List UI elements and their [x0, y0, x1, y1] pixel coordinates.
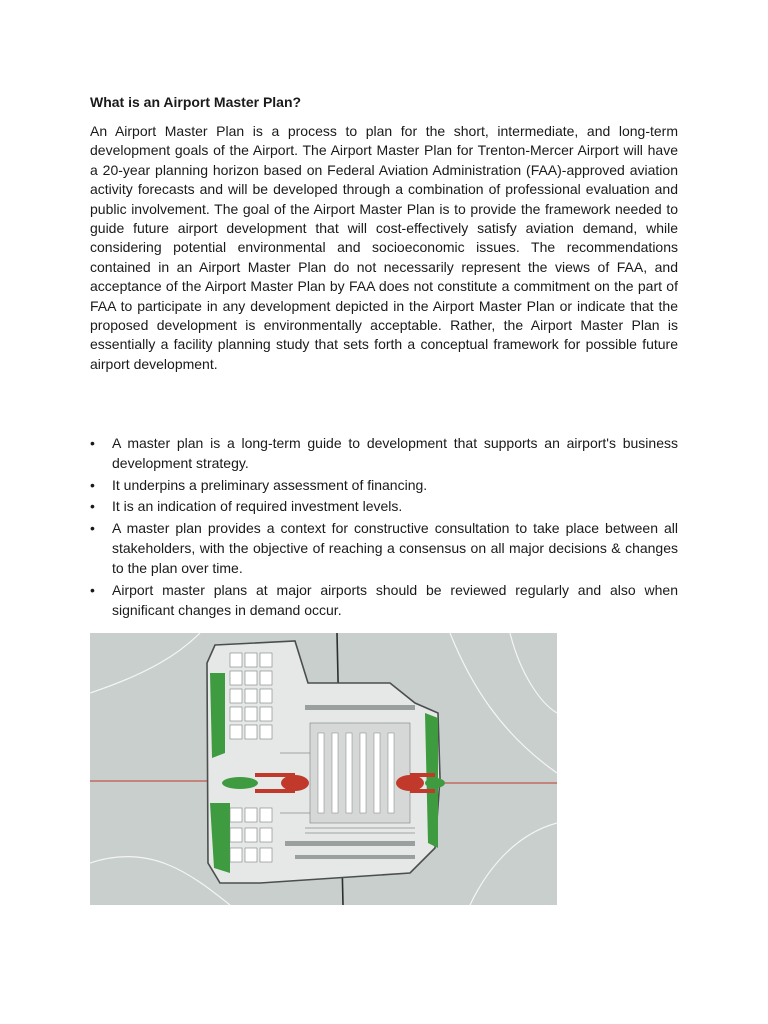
intro-paragraph: An Airport Master Plan is a process to plan for the short, intermediate, and long-term development goals of the Airport. The Airport Master Plan for Trenton-Mercer Airport will have a 20-year planning horizon based on Federal Aviation Administration (FAA)-approved aviation activity forecasts and will be developed through a combination of professional evaluation and public involvement. The goal of the Airport Master Plan is to provide the framework needed to guide future airport development that will cost-effectively satisfy aviation demand, while considering potential environmental and socioeconomic issues. The recommendations contained in an Airport Master Plan do not necessarily represent the views of FAA, and acceptance of the Airport Master Plan by FAA does not constitute a commitment on the part of FAA to participate in any development depicted in the Airport Master Plan or indicate that the proposed development is environmentally acceptable. Rather, the Airport Master Plan is essentially a facility planning study that sets forth a conceptual framework for possible future airport development. — [90, 123, 678, 372]
bullet-dot: • — [90, 498, 95, 515]
bullet-text: It is an indication of required investment levels. — [112, 498, 403, 515]
green-zone-left — [210, 673, 225, 758]
list-item — [90, 433, 678, 474]
bullet-dot: • — [90, 519, 95, 536]
list-item — [90, 518, 678, 579]
bullet-text: A master plan provides a context for constructive consultation to take place between all stakeholders, with the objective of reaching a consensus on all major decisions & changes to the plan over time. — [112, 519, 678, 577]
bullet-text: It underpins a preliminary assessment of financing. — [112, 476, 428, 493]
bullet-dot: • — [90, 476, 95, 493]
list-item — [90, 475, 678, 495]
list-item — [90, 496, 678, 516]
airport-master-plan-figure — [90, 633, 557, 905]
bullet-list — [90, 433, 678, 622]
airport-plan-drawing — [90, 633, 557, 905]
bullet-text: A master plan is a long-term guide to development that supports an airport's business development strategy. — [112, 435, 678, 472]
bullet-text: Airport master plans at major airports should be reviewed regularly and also when significant changes in demand occur. — [112, 581, 678, 619]
bullet-dot: • — [90, 581, 95, 598]
bullet-dot: • — [90, 435, 95, 451]
list-item — [90, 580, 678, 621]
document-title: What is an Airport Master Plan? — [90, 94, 302, 110]
